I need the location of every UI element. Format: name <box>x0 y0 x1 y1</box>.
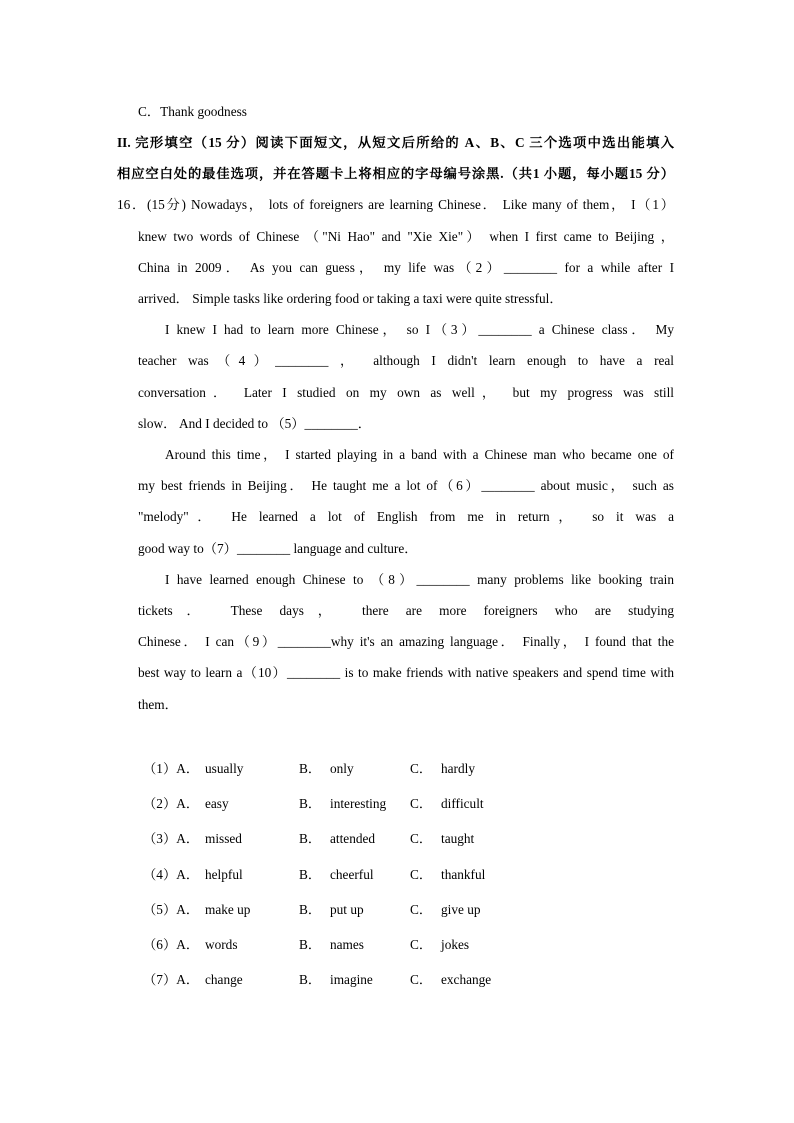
passage-line: "melody"． He learned a lot of English from me in return， so it was a <box>138 509 674 524</box>
section-header-line-1: II. 完形填空（15 分）阅读下面短文，从短文后所给的 A、B、C 三个选项中选出能填入 <box>117 135 674 150</box>
option-number: （4）A． <box>143 867 200 882</box>
option-b: cheerful <box>330 867 374 882</box>
passage-line: them． <box>138 697 178 712</box>
option-c: thankful <box>441 867 486 882</box>
option-c-label: C． <box>410 831 433 846</box>
option-number: （2）A． <box>143 796 200 811</box>
option-b-label: B． <box>299 867 322 882</box>
option-number: （6）A． <box>143 937 200 952</box>
option-b: put up <box>330 902 364 917</box>
passage-line: best way to learn a（10）________ is to make friends with native speakers and spend time with <box>138 665 674 680</box>
option-a: missed <box>205 831 242 846</box>
option-b-label: B． <box>299 937 322 952</box>
section-header-line-2: 相应空白处的最佳选项，并在答题卡上将相应的字母编号涂黑.（共1 小题，每小题15 分） <box>117 166 674 181</box>
option-b: names <box>330 937 364 952</box>
option-b-label: B． <box>299 796 322 811</box>
passage-line: conversation． Later I studied on my own as well， but my progress was still <box>138 385 674 400</box>
option-c: hardly <box>441 761 475 776</box>
option-a: words <box>205 937 238 952</box>
option-number: （5）A． <box>143 902 200 917</box>
passage-line: China in 2009． As you can guess， my life was（2）________ for a while after I <box>138 260 674 275</box>
option-b-label: B． <box>299 831 322 846</box>
option-a: usually <box>205 761 244 776</box>
passage-line: arrived． Simple tasks like ordering food or taking a taxi were quite stressful． <box>138 291 563 306</box>
passage-line: I have learned enough Chinese to （8）________ many problems like booking train <box>165 572 674 587</box>
passage-line: Chinese． I can（9）________why it's an amazing language． Finally， I found that the <box>138 634 674 649</box>
passage-line: knew two words of Chinese （"Ni Hao" and "Xie Xie"） when I first came to Beijing ， <box>138 229 674 244</box>
passage-line: 16．(15分) Nowadays， lots of foreigners are learning Chinese． Like many of them， I（1） <box>117 197 674 212</box>
option-c-label: C． <box>410 902 433 917</box>
option-b: only <box>330 761 354 776</box>
option-c: jokes <box>441 937 470 952</box>
option-c-label: C． <box>410 937 433 952</box>
option-b-label: B． <box>299 972 322 987</box>
option-c: exchange <box>441 972 492 987</box>
option-number: （7）A． <box>143 972 200 987</box>
option-b-label: B． <box>299 902 322 917</box>
option-a: make up <box>205 902 251 917</box>
passage-line: slow． And I decided to （5）________． <box>138 416 372 431</box>
passage-line: tickets． These days， there are more foreigners who are studying <box>138 603 674 618</box>
previous-option-c: C．Thank goodness <box>138 104 247 119</box>
passage-line: I knew I had to learn more Chinese， so I（3）________ a Chinese class． My <box>165 322 674 337</box>
option-a: change <box>205 972 243 987</box>
passage-line: good way to（7）________ language and culture． <box>138 541 418 556</box>
option-b: attended <box>330 831 376 846</box>
option-b: imagine <box>330 972 373 987</box>
option-c-label: C． <box>410 972 433 987</box>
option-b: interesting <box>330 796 387 811</box>
option-c: difficult <box>441 796 484 811</box>
option-c: taught <box>441 831 475 846</box>
option-a: helpful <box>205 867 243 882</box>
option-c: give up <box>441 902 481 917</box>
option-c-label: C． <box>410 796 433 811</box>
passage-line: Around this time， I started playing in a band with a Chinese man who became one of <box>165 447 674 462</box>
option-c-label: C． <box>410 761 433 776</box>
passage-line: teacher was（4）________ ， although I didn't learn enough to have a real <box>138 353 674 368</box>
option-a: easy <box>205 796 229 811</box>
option-c-label: C． <box>410 867 433 882</box>
option-b-label: B． <box>299 761 322 776</box>
option-number: （3）A． <box>143 831 200 846</box>
passage-line: my best friends in Beijing． He taught me a lot of（6）________ about music， such as <box>138 478 674 493</box>
option-number: （1）A． <box>143 761 200 776</box>
